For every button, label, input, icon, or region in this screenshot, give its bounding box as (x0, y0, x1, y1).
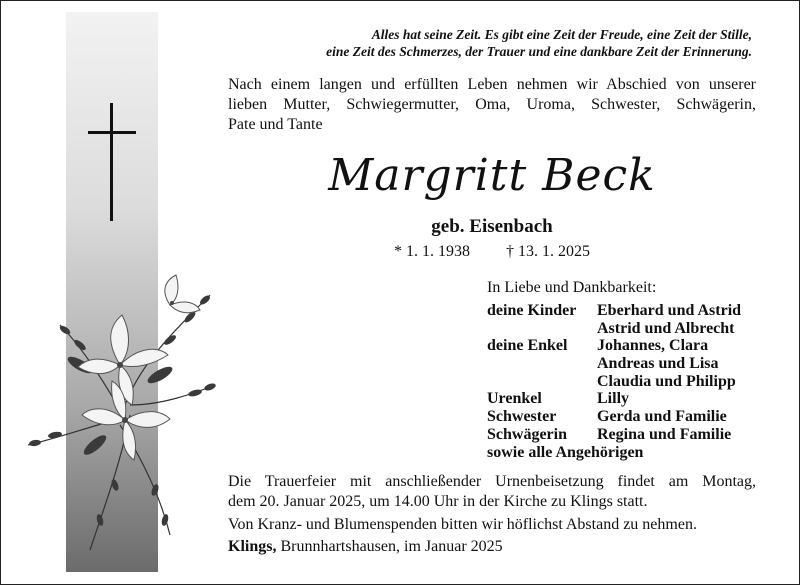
mourner-relation: Schwägerin (487, 425, 567, 443)
flowers-note: Von Kranz- und Blumenspenden bitten wir höflichst Abstand zu nehmen. (228, 516, 697, 533)
maiden-name: geb. Eisenbach (431, 216, 553, 237)
mourner-relation: deine Enkel (487, 337, 568, 355)
funeral-line: Die Trauerfeier mit anschließender Urnenbeisetzung findet am Montag, (228, 473, 756, 490)
mourner-row (487, 408, 741, 426)
mourners-closing: sowie alle Angehörigen (487, 443, 644, 461)
flower-bouquet-image (20, 255, 230, 555)
mourner-row (487, 426, 741, 444)
mourner-names: Lilly (597, 390, 630, 408)
mourner-names: Astrid und Albrecht (597, 319, 735, 337)
mourner-row (487, 302, 741, 320)
mourner-names: Regina und Familie (597, 425, 732, 443)
mourner-names: Eberhard und Astrid (597, 302, 742, 319)
mourner-row (487, 355, 741, 373)
place-rest: Brunnhartshausen, im Januar 2025 (276, 538, 503, 555)
quote-line: Alles hat seine Zeit. Es gibt eine Zeit der Freude, eine Zeit der Stille, (371, 27, 752, 42)
mourner-relation: deine Kinder (487, 302, 577, 319)
place-date (228, 537, 756, 557)
intro-line: Nach einem langen und erfüllten Leben nehmen wir Abschied von unserer (228, 76, 756, 93)
mourner-names: Andreas und Lisa (597, 355, 719, 373)
cross-icon (88, 103, 136, 221)
mourner-names: Claudia und Philipp (597, 372, 736, 390)
death-date: † 13. 1. 2025 (506, 243, 590, 260)
intro-text (228, 75, 756, 135)
funeral-line: dem 20. Januar 2025, um 14.00 Uhr in der Kirche zu Klings statt. (228, 493, 648, 510)
place-town: Klings, (228, 538, 277, 555)
opening-quote (230, 26, 752, 60)
mourner-row (487, 320, 741, 338)
mourners-list (487, 302, 741, 461)
birth-date: * 1. 1. 1938 (394, 243, 470, 260)
mourner-row (487, 390, 741, 408)
intro-line: lieben Mutter, Schwiegermutter, Oma, Uroma, Schwester, Schwägerin, (228, 96, 756, 113)
deceased-name: Margritt Beck (328, 150, 656, 201)
quote-line: eine Zeit des Schmerzes, der Trauer und eine dankbare Zeit der Erinnerung. (326, 44, 752, 59)
intro-line: Pate und Tante (228, 116, 323, 133)
mourner-row (487, 337, 741, 355)
funeral-notice (228, 472, 756, 512)
life-dates (228, 243, 756, 261)
mourners-heading: In Liebe und Dankbarkeit: (487, 279, 657, 296)
mourner-row (487, 373, 741, 391)
mourner-relation: Schwester (487, 408, 557, 426)
mourner-relation: Urenkel (487, 390, 542, 408)
mourner-names: Johannes, Clara (597, 337, 709, 355)
mourner-names: Gerda und Familie (597, 408, 727, 426)
